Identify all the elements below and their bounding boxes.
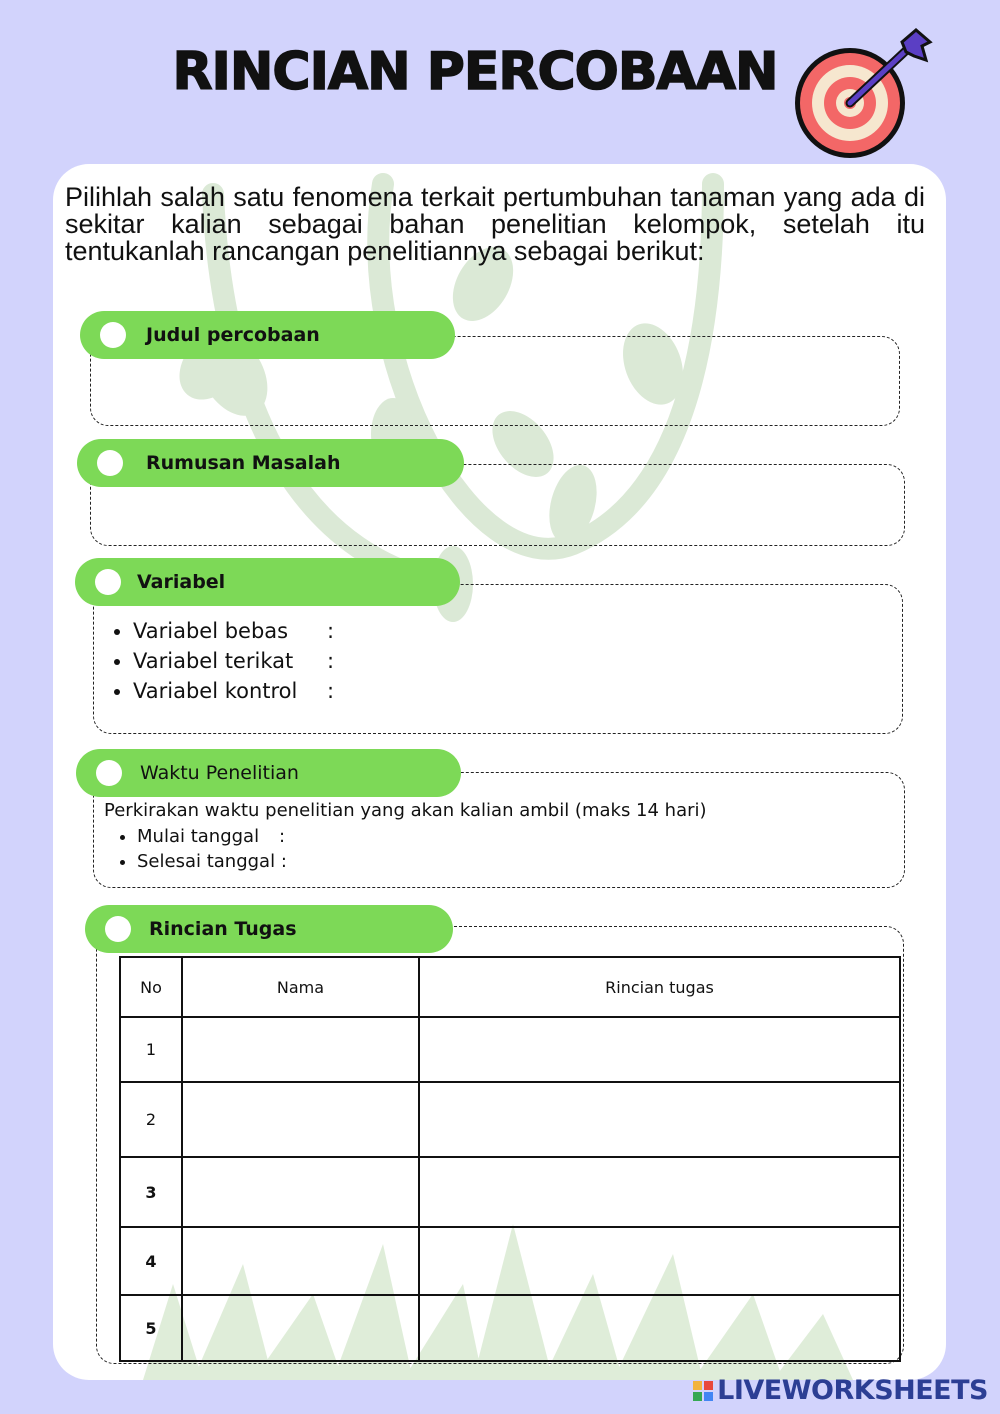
intro-text: Pilihlah salah satu fenomena terkait pertumbuhan tanaman yang ada di sekitar kalian sebagai bahan penelitian kelompok, setelah itu tentukanlah rancangan penelitiannya sebagai berikut: xyxy=(65,182,925,266)
row-number: 5 xyxy=(120,1295,182,1361)
bullet-dot-icon xyxy=(97,450,123,476)
nama-cell[interactable] xyxy=(182,1082,419,1157)
row-number: 1 xyxy=(120,1017,182,1082)
brand-logo xyxy=(693,1375,988,1406)
rincian-cell[interactable] xyxy=(419,1295,900,1361)
waktu-label xyxy=(76,749,461,797)
tugas-label-text: Rincian Tugas xyxy=(149,918,297,940)
list-item: • Variabel bebas : xyxy=(133,616,334,646)
table-header-row xyxy=(120,957,900,1017)
tugas-label xyxy=(85,905,453,953)
variabel-list xyxy=(111,616,334,706)
table-row xyxy=(120,1227,900,1295)
target-icon xyxy=(790,28,940,168)
rumusan-label xyxy=(77,439,464,487)
rincian-cell[interactable] xyxy=(419,1082,900,1157)
list-item: • Variabel kontrol : xyxy=(133,676,334,706)
waktu-list xyxy=(119,824,287,874)
liveworksheets-logo-icon xyxy=(693,1381,713,1401)
rincian-cell[interactable] xyxy=(419,1017,900,1082)
nama-cell[interactable] xyxy=(182,1157,419,1227)
list-item: • Variabel terikat : xyxy=(133,646,334,676)
nama-cell[interactable] xyxy=(182,1227,419,1295)
waktu-note: Perkirakan waktu penelitian yang akan kalian ambil (maks 14 hari) xyxy=(104,800,707,821)
rincian-cell[interactable] xyxy=(419,1227,900,1295)
column-header: No xyxy=(120,957,182,1017)
table-row xyxy=(120,1157,900,1227)
table-row xyxy=(120,1082,900,1157)
row-number: 2 xyxy=(120,1082,182,1157)
nama-cell[interactable] xyxy=(182,1017,419,1082)
variabel-label xyxy=(75,558,460,606)
column-header: Rincian tugas xyxy=(419,957,900,1017)
rincian-cell[interactable] xyxy=(419,1157,900,1227)
row-number: 3 xyxy=(120,1157,182,1227)
judul-label-text: Judul percobaan xyxy=(146,324,320,346)
variabel-label-text: Variabel xyxy=(137,571,226,593)
page-title: RINCIAN PERCOBAAN xyxy=(172,42,778,102)
rumusan-label-text: Rumusan Masalah xyxy=(146,452,341,474)
list-item: • Mulai tanggal : xyxy=(137,824,287,849)
table-row xyxy=(120,1017,900,1082)
worksheet-card xyxy=(53,164,946,1380)
bullet-dot-icon xyxy=(105,916,131,942)
row-number: 4 xyxy=(120,1227,182,1295)
table-row xyxy=(120,1295,900,1361)
bullet-dot-icon xyxy=(95,569,121,595)
brand-text: LIVEWORKSHEETS xyxy=(717,1375,988,1406)
waktu-label-text: Waktu Penelitian xyxy=(140,762,299,784)
judul-label xyxy=(80,311,455,359)
tugas-table xyxy=(119,956,901,1362)
column-header: Nama xyxy=(182,957,419,1017)
nama-cell[interactable] xyxy=(182,1295,419,1361)
list-item: • Selesai tanggal : xyxy=(137,849,287,874)
bullet-dot-icon xyxy=(96,760,122,786)
bullet-dot-icon xyxy=(100,322,126,348)
